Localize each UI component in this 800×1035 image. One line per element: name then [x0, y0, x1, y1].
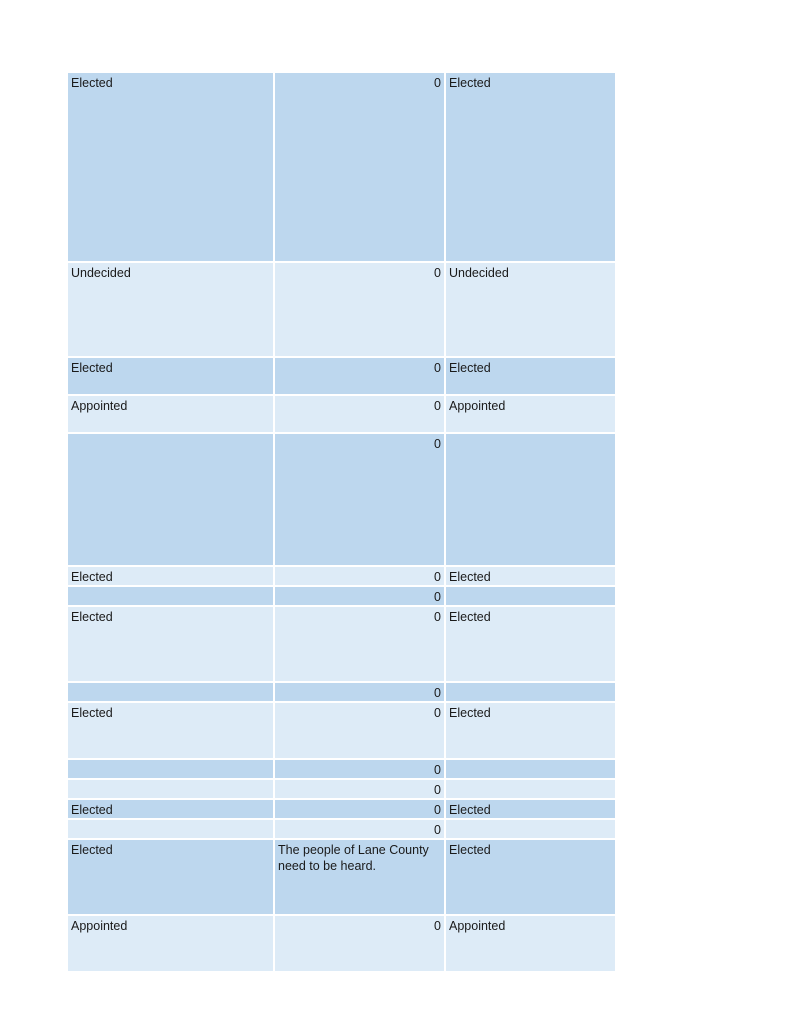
cell-position-type-repeat[interactable]: Undecided	[445, 262, 616, 357]
cell-comment[interactable]: 0	[274, 606, 445, 682]
cell-position-type[interactable]: Elected	[67, 799, 274, 819]
cell-comment[interactable]: 0	[274, 357, 445, 395]
cell-position-type-repeat[interactable]: Elected	[445, 357, 616, 395]
table-row	[67, 915, 616, 972]
cell-comment[interactable]: 0	[274, 779, 445, 799]
cell-comment[interactable]: The people of Lane County need to be heard.	[274, 839, 445, 915]
cell-position-type[interactable]: Undecided	[67, 262, 274, 357]
spreadsheet-table	[66, 71, 617, 973]
cell-position-type-repeat[interactable]: Elected	[445, 702, 616, 759]
cell-comment[interactable]: 0	[274, 819, 445, 839]
cell-position-type-repeat[interactable]	[445, 682, 616, 702]
table-row	[67, 586, 616, 606]
cell-position-type-repeat[interactable]: Elected	[445, 72, 616, 262]
table-row	[67, 819, 616, 839]
cell-position-type[interactable]: Elected	[67, 606, 274, 682]
table-row	[67, 566, 616, 586]
cell-position-type[interactable]: Elected	[67, 357, 274, 395]
cell-position-type-repeat[interactable]: Elected	[445, 606, 616, 682]
table-row	[67, 779, 616, 799]
table-row	[67, 262, 616, 357]
cell-comment[interactable]: 0	[274, 72, 445, 262]
cell-position-type[interactable]: Appointed	[67, 395, 274, 433]
cell-position-type-repeat[interactable]: Elected	[445, 566, 616, 586]
cell-position-type[interactable]	[67, 433, 274, 566]
cell-comment[interactable]: 0	[274, 915, 445, 972]
cell-position-type[interactable]: Elected	[67, 566, 274, 586]
cell-comment[interactable]: 0	[274, 586, 445, 606]
cell-position-type-repeat[interactable]: Elected	[445, 799, 616, 819]
table-row	[67, 799, 616, 819]
cell-position-type[interactable]: Appointed	[67, 915, 274, 972]
cell-comment[interactable]: 0	[274, 262, 445, 357]
cell-position-type[interactable]	[67, 779, 274, 799]
table-row	[67, 759, 616, 779]
table-row	[67, 839, 616, 915]
cell-position-type[interactable]	[67, 819, 274, 839]
cell-comment[interactable]: 0	[274, 702, 445, 759]
cell-position-type-repeat[interactable]: Appointed	[445, 395, 616, 433]
cell-position-type-repeat[interactable]	[445, 819, 616, 839]
table-row	[67, 433, 616, 566]
cell-position-type-repeat[interactable]	[445, 586, 616, 606]
table-row	[67, 606, 616, 682]
cell-position-type[interactable]	[67, 586, 274, 606]
table-row	[67, 702, 616, 759]
cell-comment[interactable]: 0	[274, 395, 445, 433]
table-row	[67, 72, 616, 262]
cell-position-type-repeat[interactable]: Appointed	[445, 915, 616, 972]
cell-position-type-repeat[interactable]	[445, 779, 616, 799]
cell-comment[interactable]: 0	[274, 759, 445, 779]
table-row	[67, 357, 616, 395]
table-row	[67, 395, 616, 433]
cell-position-type[interactable]: Elected	[67, 839, 274, 915]
cell-position-type-repeat[interactable]: Elected	[445, 839, 616, 915]
cell-comment[interactable]: 0	[274, 682, 445, 702]
cell-position-type-repeat[interactable]	[445, 759, 616, 779]
cell-position-type[interactable]	[67, 682, 274, 702]
cell-comment[interactable]: 0	[274, 433, 445, 566]
table-row	[67, 682, 616, 702]
cell-position-type[interactable]: Elected	[67, 72, 274, 262]
cell-comment[interactable]: 0	[274, 566, 445, 586]
cell-position-type[interactable]	[67, 759, 274, 779]
cell-position-type-repeat[interactable]	[445, 433, 616, 566]
cell-position-type[interactable]: Elected	[67, 702, 274, 759]
cell-comment[interactable]: 0	[274, 799, 445, 819]
